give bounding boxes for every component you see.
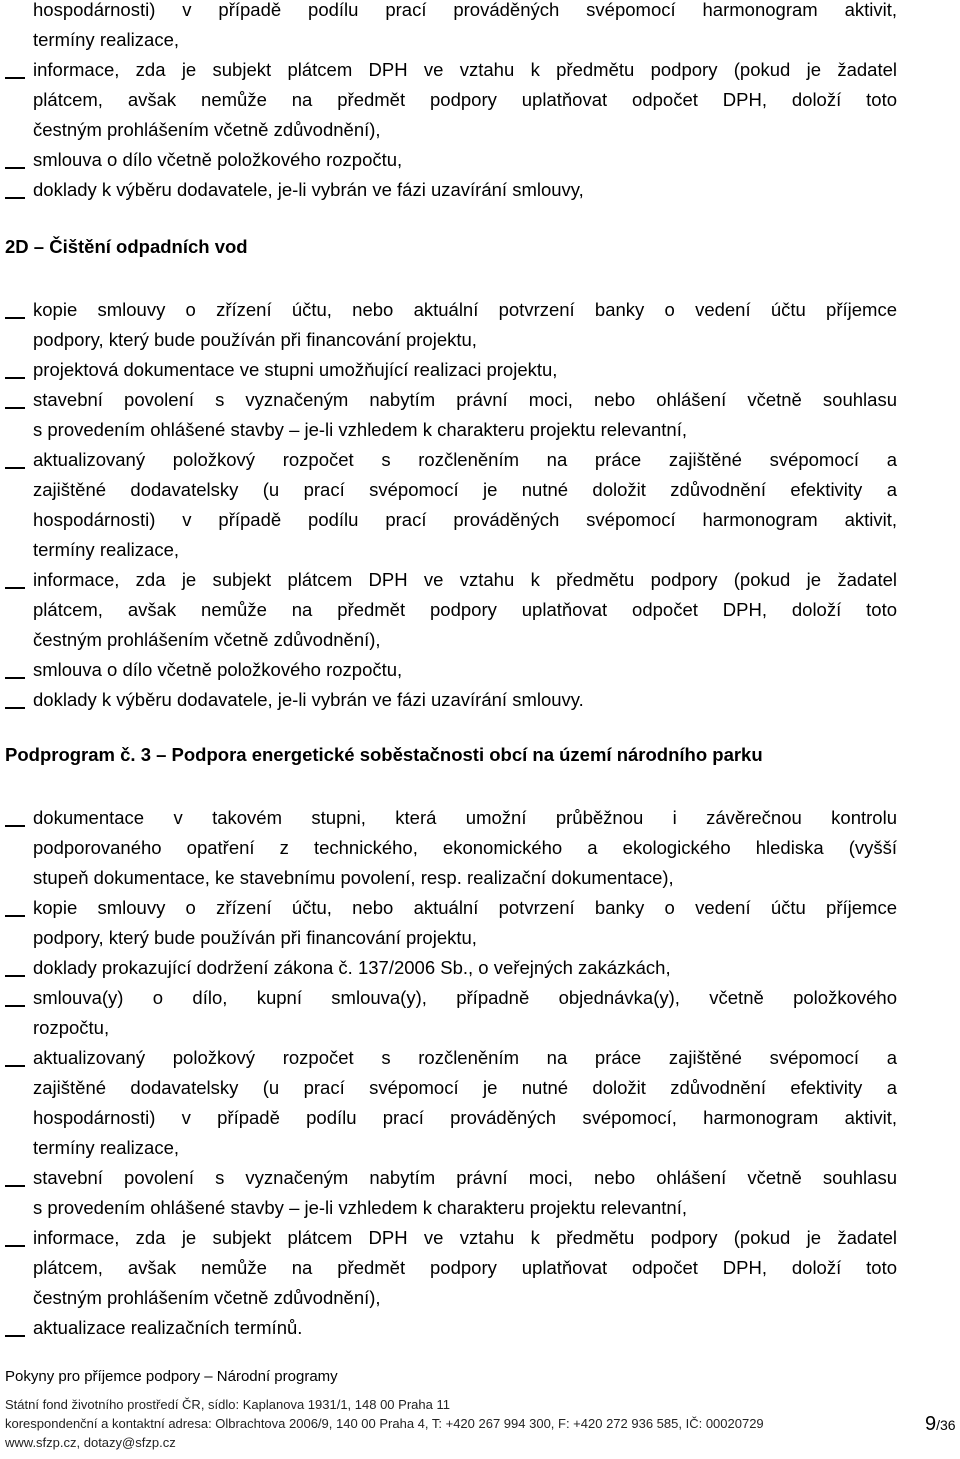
text-line: hospodárnosti) v případě podílu prací prováděných svépomocí, harmonogram aktivit,: [33, 1107, 897, 1128]
footer-web-link[interactable]: www.sfzp.cz, dotazy@sfzp.cz: [5, 1435, 176, 1450]
carryover-paragraph: [33, 0, 897, 55]
bullet-dash-icon: [5, 317, 25, 319]
list-item: [33, 893, 897, 953]
text-line: termíny realizace,: [33, 29, 179, 50]
list-item: [33, 1313, 897, 1343]
list-item: [33, 1043, 897, 1163]
text-line: podpory, který bude používán při financování projektu,: [33, 329, 477, 350]
section-heading-2d: 2D – Čištění odpadních vod: [5, 236, 248, 257]
text-line: rozpočtu,: [33, 1017, 110, 1038]
list-item: [33, 953, 897, 983]
text-line: doklady k výběru dodavatele, je-li vybrán ve fázi uzavírání smlouvy,: [33, 179, 584, 200]
list-item: [33, 445, 897, 565]
text-line: smlouva(y) o dílo, kupní smlouva(y), případně objednávka(y), včetně položkového: [33, 987, 897, 1008]
list-item: [33, 355, 897, 385]
text-line: zajištěné dodavatelsky (u prací svépomocí je nutné doložit zdůvodnění efektivity a: [33, 479, 897, 500]
list-item: [33, 145, 897, 175]
text-line: s provedením ohlášené stavby – je-li vzhledem k charakteru projektu relevantní,: [33, 419, 688, 440]
text-line: čestným prohlášením včetně zdůvodnění),: [33, 119, 381, 140]
text-line: aktualizovaný položkový rozpočet s rozčleněním na práce zajištěné svépomocí a: [33, 449, 897, 470]
list-item: [33, 55, 897, 145]
text-line: čestným prohlášením včetně zdůvodnění),: [33, 629, 381, 650]
text-line: termíny realizace,: [33, 1137, 179, 1158]
text-line: projektová dokumentace ve stupni umožňující realizaci projektu,: [33, 359, 558, 380]
text-line: informace, zda je subjekt plátcem DPH ve vztahu k předmětu podpory (pokud je žadatel: [33, 1227, 897, 1248]
bullet-dash-icon: [5, 167, 25, 169]
list-item: [33, 685, 897, 715]
list-item: [33, 295, 897, 355]
bullet-dash-icon: [5, 825, 25, 827]
text-line: aktualizace realizačních termínů.: [33, 1317, 303, 1338]
list-item: [33, 1223, 897, 1313]
bullet-dash-icon: [5, 915, 25, 917]
text-line: stupeň dokumentace, ke stavebnímu povolení, resp. realizační dokumentace),: [33, 867, 674, 888]
text-line: podporovaného opatření z technického, ekonomického a ekologického hlediska (vyšší: [33, 837, 897, 858]
bullet-dash-icon: [5, 1185, 25, 1187]
text-line: plátcem, avšak nemůže na předmět podpory uplatňovat odpočet DPH, doloží toto: [33, 1257, 897, 1278]
text-line: informace, zda je subjekt plátcem DPH ve vztahu k předmětu podpory (pokud je žadatel: [33, 59, 897, 80]
text-line: smlouva o dílo včetně položkového rozpočtu,: [33, 149, 403, 170]
text-line: hospodárnosti) v případě podílu prací prováděných svépomocí harmonogram aktivit,: [33, 0, 897, 20]
text-line: plátcem, avšak nemůže na předmět podpory uplatňovat odpočet DPH, doloží toto: [33, 89, 897, 110]
text-line: podpory, který bude používán při financování projektu,: [33, 927, 477, 948]
bullet-dash-icon: [5, 77, 25, 79]
text-line: hospodárnosti) v případě podílu prací prováděných svépomocí harmonogram aktivit,: [33, 509, 897, 530]
section-heading-podprogram-3: Podprogram č. 3 – Podpora energetické soběstačnosti obcí na území národního parku: [5, 744, 763, 765]
text-line: stavební povolení s vyznačeným nabytím právní moci, nebo ohlášení včetně souhlasu: [33, 1167, 897, 1188]
bullet-dash-icon: [5, 587, 25, 589]
text-line: čestným prohlášením včetně zdůvodnění),: [33, 1287, 381, 1308]
bullet-dash-icon: [5, 677, 25, 679]
bullet-dash-icon: [5, 467, 25, 469]
page-total: /36: [936, 1417, 956, 1433]
bullet-dash-icon: [5, 1005, 25, 1007]
bullet-dash-icon: [5, 975, 25, 977]
bullet-dash-icon: [5, 1245, 25, 1247]
text-line: stavební povolení s vyznačeným nabytím právní moci, nebo ohlášení včetně souhlasu: [33, 389, 897, 410]
footer-address-line: Státní fond životního prostředí ČR, sídlo: Kaplanova 1931/1, 148 00 Praha 11: [5, 1397, 450, 1412]
page-current: 9: [925, 1413, 937, 1435]
text-line: dokumentace v takovém stupni, která umožní průběžnou i závěrečnou kontrolu: [33, 807, 897, 828]
list-item: [33, 655, 897, 685]
list-item: [33, 803, 897, 893]
text-line: termíny realizace,: [33, 539, 179, 560]
bullet-dash-icon: [5, 707, 25, 709]
text-line: kopie smlouvy o zřízení účtu, nebo aktuální potvrzení banky o vedení účtu příjemce: [33, 897, 897, 918]
text-line: s provedením ohlášené stavby – je-li vzhledem k charakteru projektu relevantní,: [33, 1197, 688, 1218]
bullet-dash-icon: [5, 1335, 25, 1337]
footer-contact-line: korespondenční a kontaktní adresa: Olbrachtova 2006/9, 140 00 Praha 4, T: +420 267 994 300, F: +420 272 936 585, IČ: 00020729: [5, 1416, 764, 1431]
text-line: informace, zda je subjekt plátcem DPH ve vztahu k předmětu podpory (pokud je žadatel: [33, 569, 897, 590]
bullet-dash-icon: [5, 407, 25, 409]
list-item: [33, 565, 897, 655]
text-line: kopie smlouvy o zřízení účtu, nebo aktuální potvrzení banky o vedení účtu příjemce: [33, 299, 897, 320]
text-line: doklady k výběru dodavatele, je-li vybrán ve fázi uzavírání smlouvy.: [33, 689, 584, 710]
text-line: zajištěné dodavatelsky (u prací svépomocí je nutné doložit zdůvodnění efektivity a: [33, 1077, 897, 1098]
bullet-dash-icon: [5, 377, 25, 379]
list-item: [33, 1163, 897, 1223]
bullet-dash-icon: [5, 197, 25, 199]
text-line: aktualizovaný položkový rozpočet s rozčleněním na práce zajištěné svépomocí a: [33, 1047, 897, 1068]
text-line: smlouva o dílo včetně položkového rozpočtu,: [33, 659, 403, 680]
list-item: [33, 385, 897, 445]
bullet-dash-icon: [5, 1065, 25, 1067]
footer-document-title: Pokyny pro příjemce podpory – Národní programy: [5, 1368, 338, 1385]
page-number: [925, 1413, 956, 1436]
text-line: plátcem, avšak nemůže na předmět podpory uplatňovat odpočet DPH, doloží toto: [33, 599, 897, 620]
list-item: [33, 175, 897, 205]
text-line: doklady prokazující dodržení zákona č. 137/2006 Sb., o veřejných zakázkách,: [33, 957, 671, 978]
list-item: [33, 983, 897, 1043]
